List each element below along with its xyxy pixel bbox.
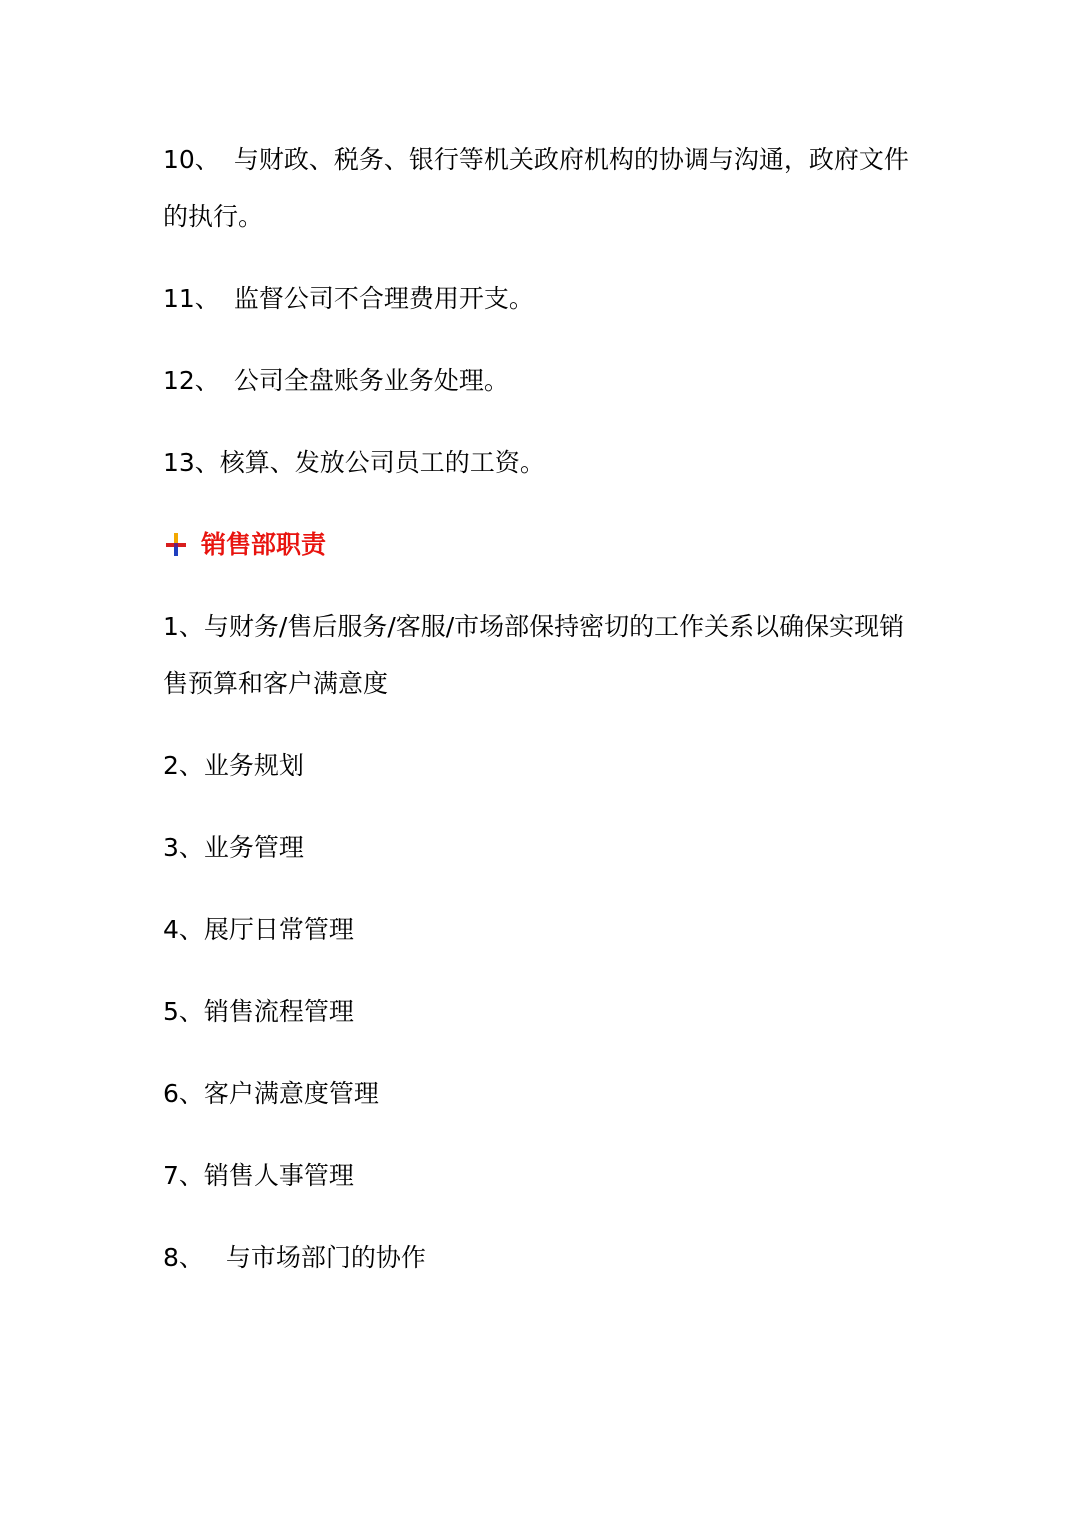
- cross-bullet-icon: [163, 531, 191, 559]
- item-text-continued: 的执行。: [163, 202, 264, 231]
- finance-item-13: [163, 447, 545, 479]
- item-text: 监督公司不合理费用开支。: [233, 284, 534, 313]
- finance-item-10: [163, 144, 909, 176]
- finance-item-12: [163, 365, 509, 397]
- item-text: 5、销售流程管理: [163, 997, 354, 1026]
- sales-item-3: [163, 832, 304, 864]
- sales-item-6: [163, 1078, 379, 1110]
- sales-item-1: [163, 611, 904, 643]
- item-text: 公司全盘账务业务处理。: [233, 366, 509, 395]
- item-text: 13、核算、发放公司员工的工资。: [163, 448, 545, 477]
- item-text-continued: 售预算和客户满意度: [163, 669, 389, 698]
- item-text: 与市场部门的协作: [225, 1243, 426, 1272]
- item-number: 12、: [163, 366, 220, 395]
- sales-section-heading: [163, 528, 326, 562]
- finance-item-11: [163, 283, 534, 315]
- item-text: 6、客户满意度管理: [163, 1079, 379, 1108]
- sales-item-8: [163, 1242, 426, 1274]
- item-number: 10、: [163, 145, 220, 174]
- item-text: 2、业务规划: [163, 751, 304, 780]
- sales-item-7: [163, 1160, 354, 1192]
- sales-item-1-continued: [163, 668, 388, 700]
- section-title: 销售部职责: [201, 530, 327, 559]
- item-text: 与财政、税务、银行等机关政府机构的协调与沟通，政府文件: [233, 145, 909, 174]
- item-text: 7、销售人事管理: [163, 1161, 354, 1190]
- sales-item-5: [163, 996, 354, 1028]
- item-text: 1、与财务/售后服务/客服/市场部保持密切的工作关系以确保实现销: [163, 612, 905, 641]
- sales-item-4: [163, 914, 354, 946]
- finance-item-10-continued: [163, 201, 263, 233]
- item-number: 11、: [163, 284, 220, 313]
- sales-item-2: [163, 750, 304, 782]
- item-text: 3、业务管理: [163, 833, 304, 862]
- item-text: 4、展厅日常管理: [163, 915, 354, 944]
- item-number: 8、: [163, 1243, 204, 1272]
